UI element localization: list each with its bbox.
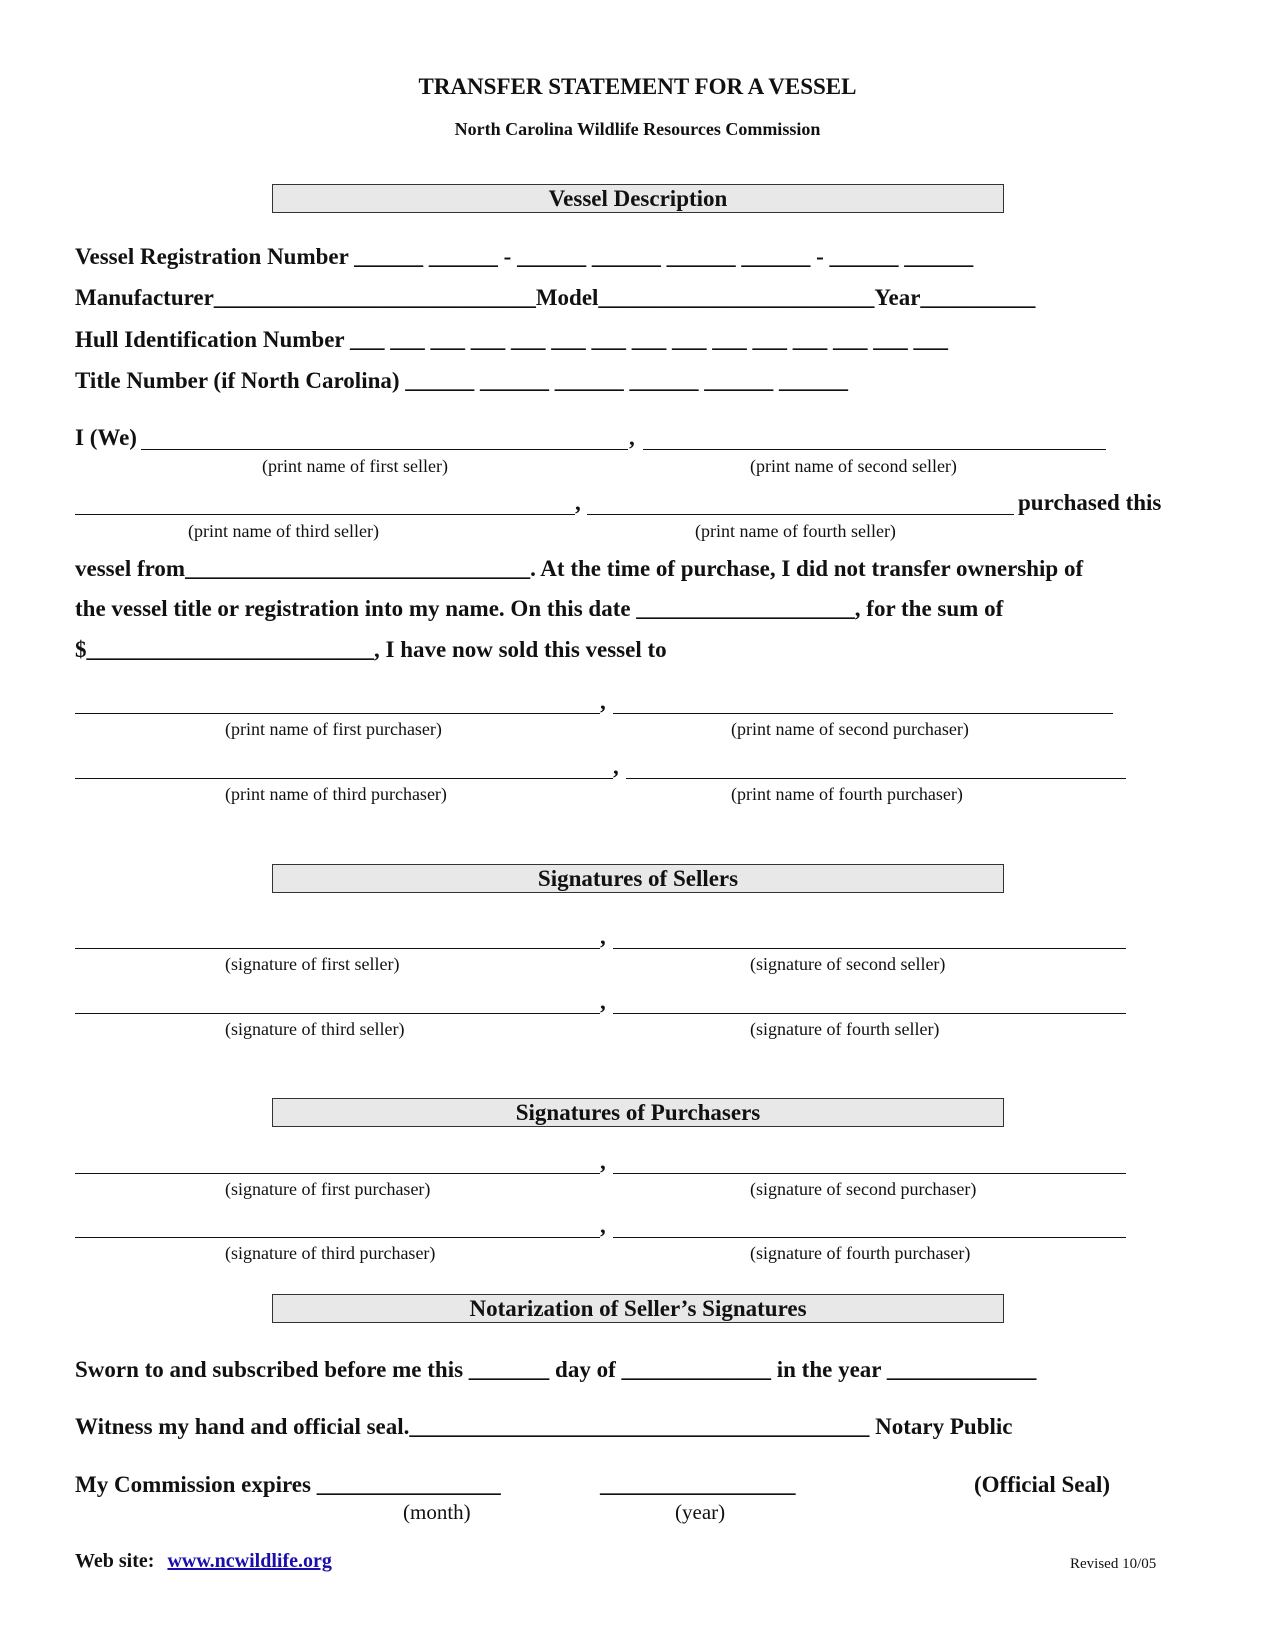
caption-second-purchaser-signature: (signature of second purchaser) xyxy=(750,1179,977,1199)
vessel-from-line: vessel from______________________________. At the time of purchase, I did not transfer ownership of xyxy=(75,556,1084,581)
comma: , xyxy=(613,754,619,779)
caption-third-seller: (print name of third seller) xyxy=(188,521,379,541)
web-site-footer xyxy=(75,1550,332,1573)
comma: , xyxy=(600,689,606,714)
caption-third-purchaser: (print name of third purchaser) xyxy=(225,784,447,804)
section-notarization xyxy=(272,1294,1004,1323)
form-subtitle: North Carolina Wildlife Resources Commission xyxy=(454,119,821,139)
section-vessel-description xyxy=(272,184,1004,213)
caption-third-seller-signature: (signature of third seller) xyxy=(225,1019,405,1039)
revised-date: Revised 10/05 xyxy=(1070,1556,1157,1572)
hull-id-line: Hull Identification Number ___ ___ ___ ___ ___ ___ ___ ___ ___ ___ ___ ___ ___ ___ ___ xyxy=(75,327,948,352)
caption-second-seller: (print name of second seller) xyxy=(750,456,957,476)
second-seller-name-line[interactable] xyxy=(643,449,1106,450)
section-heading: Vessel Description xyxy=(548,186,728,211)
first-seller-name-line[interactable] xyxy=(141,449,628,450)
caption-fourth-purchaser-signature: (signature of fourth purchaser) xyxy=(750,1243,971,1263)
we-label: I (We) xyxy=(75,425,137,450)
title-number-line: Title Number (if North Carolina) ______ ______ ______ ______ ______ ______ xyxy=(75,368,849,393)
first-purchaser-name-line[interactable] xyxy=(75,713,600,714)
sworn-line: Sworn to and subscribed before me this _______ day of _____________ in the year _____________ xyxy=(75,1357,1037,1382)
section-heading: Signatures of Purchasers xyxy=(515,1100,761,1125)
manufacturer-model-year-line: Manufacturer____________________________Model________________________Year__________ xyxy=(75,285,1036,310)
fourth-purchaser-signature-line[interactable] xyxy=(613,1237,1126,1238)
third-seller-name-line[interactable] xyxy=(75,514,575,515)
section-heading: Signatures of Sellers xyxy=(537,866,739,891)
purchased-this-text: purchased this xyxy=(1018,490,1162,515)
first-purchaser-signature-line[interactable] xyxy=(75,1173,600,1174)
title-registration-line: the vessel title or registration into my name. On this date ___________________, for the sum of xyxy=(75,596,1004,621)
comma: , xyxy=(600,1213,606,1238)
caption-first-purchaser-signature: (signature of first purchaser) xyxy=(225,1179,431,1199)
third-purchaser-signature-line[interactable] xyxy=(75,1237,600,1238)
caption-first-seller-signature: (signature of first seller) xyxy=(225,954,400,974)
comma: , xyxy=(629,425,635,450)
second-purchaser-name-line[interactable] xyxy=(613,713,1113,714)
commission-year-blank[interactable]: _________________ xyxy=(600,1472,796,1497)
third-purchaser-name-line[interactable] xyxy=(75,778,613,779)
web-site-label: Web site: xyxy=(75,1550,155,1572)
comma: , xyxy=(600,1149,606,1174)
caption-fourth-seller-signature: (signature of fourth seller) xyxy=(750,1019,940,1039)
caption-first-seller: (print name of first seller) xyxy=(262,456,448,476)
commission-expires-line: My Commission expires ________________ xyxy=(75,1472,501,1497)
comma: , xyxy=(600,989,606,1014)
third-seller-signature-line[interactable] xyxy=(75,1013,600,1014)
second-purchaser-signature-line[interactable] xyxy=(613,1173,1126,1174)
witness-line: Witness my hand and official seal.________________________________________ Notary Public xyxy=(75,1414,1013,1439)
section-signatures-sellers xyxy=(272,864,1004,893)
caption-fourth-purchaser: (print name of fourth purchaser) xyxy=(731,784,963,804)
second-seller-signature-line[interactable] xyxy=(613,948,1126,949)
first-seller-signature-line[interactable] xyxy=(75,948,600,949)
form-title: TRANSFER STATEMENT FOR A VESSEL xyxy=(418,74,857,99)
sum-line: $_________________________, I have now sold this vessel to xyxy=(75,637,667,662)
official-seal-label: (Official Seal) xyxy=(974,1472,1111,1497)
caption-first-purchaser: (print name of first purchaser) xyxy=(225,719,442,739)
section-heading: Notarization of Seller’s Signatures xyxy=(469,1296,807,1321)
comma: , xyxy=(575,490,581,515)
comma: , xyxy=(600,924,606,949)
year-caption: (year) xyxy=(675,1500,726,1524)
fourth-seller-name-line[interactable] xyxy=(587,514,1014,515)
caption-second-purchaser: (print name of second purchaser) xyxy=(731,719,969,739)
fourth-purchaser-name-line[interactable] xyxy=(626,778,1126,779)
caption-third-purchaser-signature: (signature of third purchaser) xyxy=(225,1243,436,1263)
month-caption: (month) xyxy=(403,1500,471,1524)
web-site-link[interactable]: www.ncwildlife.org xyxy=(167,1550,332,1572)
fourth-seller-signature-line[interactable] xyxy=(613,1013,1126,1014)
section-signatures-purchasers xyxy=(272,1098,1004,1127)
caption-second-seller-signature: (signature of second seller) xyxy=(750,954,946,974)
registration-number-line: Vessel Registration Number ______ ______ - ______ ______ ______ ______ - ______ ______ xyxy=(75,244,974,269)
caption-fourth-seller: (print name of fourth seller) xyxy=(695,521,896,541)
